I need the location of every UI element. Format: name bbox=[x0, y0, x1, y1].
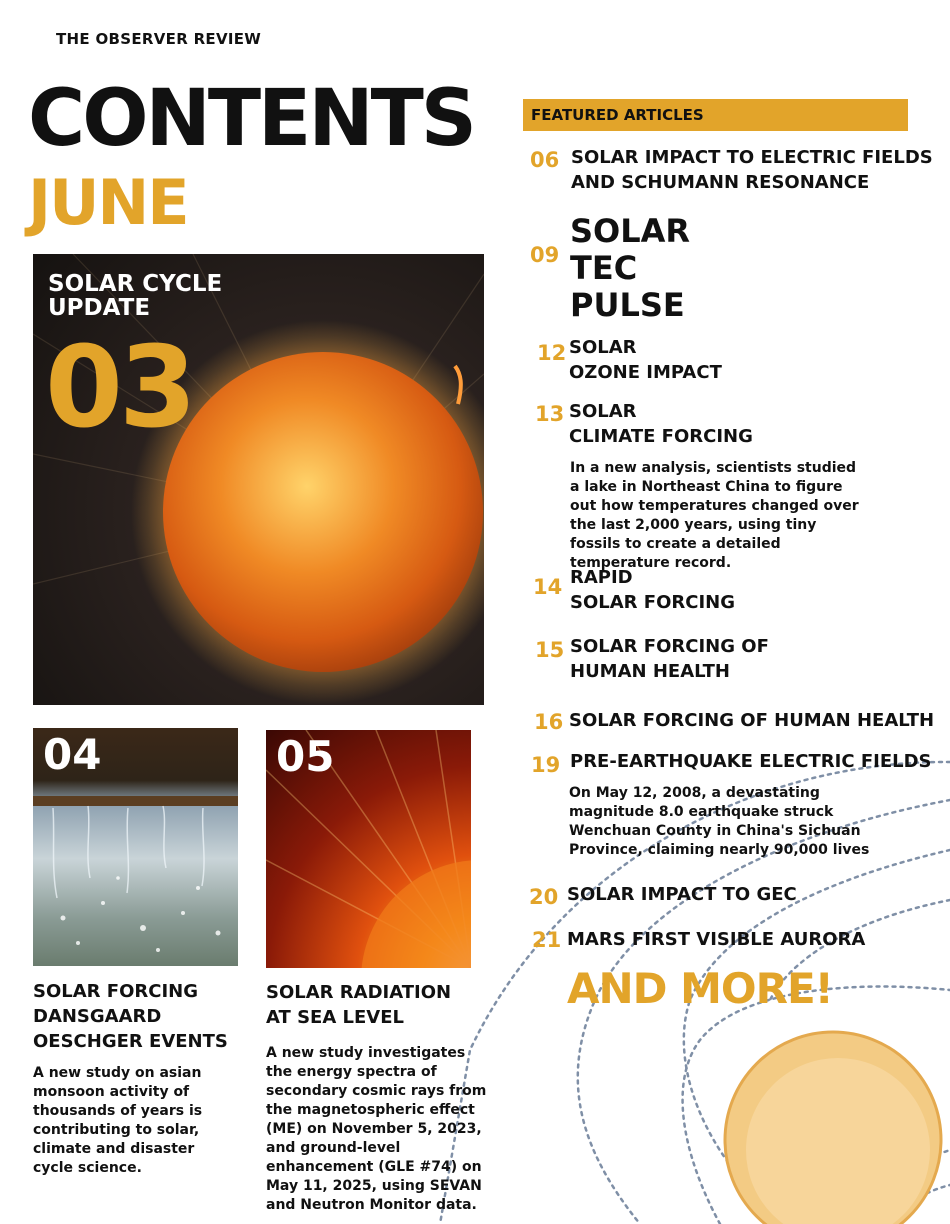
toc-description: On May 12, 2008, a devastating magnitude 8.0 earthquake struck Wenchuan County in China's Sichuan Province, claiming nearly 90,000 lives bbox=[569, 785, 870, 858]
toc-title: SOLAR FORCING OF HUMAN HEALTH bbox=[569, 710, 935, 731]
and-more-callout: AND MORE! bbox=[567, 964, 833, 1013]
article-title[interactable]: SOLAR FORCING DANSGAARD OESCHGER EVENTS bbox=[33, 981, 228, 1052]
toc-page-number: 15 bbox=[535, 638, 565, 662]
toc-title: SOLAR IMPACT TO ELECTRIC FIELDS AND SCHUMANN RESONANCE bbox=[571, 147, 933, 193]
tile-page-number: 04 bbox=[43, 730, 102, 779]
toc-title: SOLAR TEC PULSE bbox=[570, 212, 691, 324]
toc-title: RAPID SOLAR FORCING bbox=[570, 567, 735, 613]
article-summary: A new study on asian monsoon activity of thousands of years is contributing to solar, climate and disaster cycle science. bbox=[33, 1065, 203, 1176]
magazine-name: THE OBSERVER REVIEW bbox=[56, 30, 262, 48]
toc-title: SOLAR FORCING OF HUMAN HEALTH bbox=[570, 636, 769, 682]
toc-page-number: 21 bbox=[532, 928, 562, 952]
article-tile-04[interactable] bbox=[33, 728, 238, 966]
tile-page-number: 05 bbox=[276, 732, 335, 781]
issue-month: JUNE bbox=[28, 166, 188, 239]
toc-page-number: 20 bbox=[529, 885, 559, 909]
toc-page-number: 09 bbox=[530, 243, 560, 267]
featured-articles-header: FEATURED ARTICLES bbox=[523, 99, 908, 131]
toc-page-number: 13 bbox=[535, 402, 565, 426]
article-title[interactable]: SOLAR RADIATION AT SEA LEVEL bbox=[266, 982, 452, 1028]
toc-description: In a new analysis, scientists studied a lake in Northeast China to figure out how temperatures changed over the last 2,000 years, using tiny fossils to create a detailed temperature record. bbox=[570, 460, 859, 571]
toc-title: PRE-EARTHQUAKE ELECTRIC FIELDS bbox=[570, 751, 932, 772]
cover-story-label: SOLAR CYCLE UPDATE bbox=[48, 271, 223, 321]
toc-title: SOLAR CLIMATE FORCING bbox=[569, 401, 753, 447]
article-summary: A new study investigates the energy spectra of secondary cosmic rays from the magnetospheric effect (ME) on November 5, 2023, and ground-level enhancement (GLE #74) on May 11, 2025, using SEVAN and Neutron Monitor data. bbox=[266, 1045, 487, 1213]
toc-page-number: 06 bbox=[530, 148, 560, 172]
toc-title: SOLAR OZONE IMPACT bbox=[569, 337, 722, 383]
toc-page-number: 14 bbox=[533, 575, 563, 599]
sun-photo bbox=[33, 254, 484, 705]
page-title: CONTENTS bbox=[28, 74, 474, 164]
toc-title: SOLAR IMPACT TO GEC bbox=[567, 884, 797, 905]
toc-page-number: 19 bbox=[531, 753, 561, 777]
cover-story-tile[interactable] bbox=[33, 254, 484, 705]
article-tile-05[interactable] bbox=[266, 730, 471, 968]
toc-page-number: 12 bbox=[537, 341, 567, 365]
toc-title: MARS FIRST VISIBLE AURORA bbox=[567, 929, 866, 950]
cover-story-page-number: 03 bbox=[45, 323, 193, 453]
toc-page-number: 16 bbox=[534, 710, 564, 734]
